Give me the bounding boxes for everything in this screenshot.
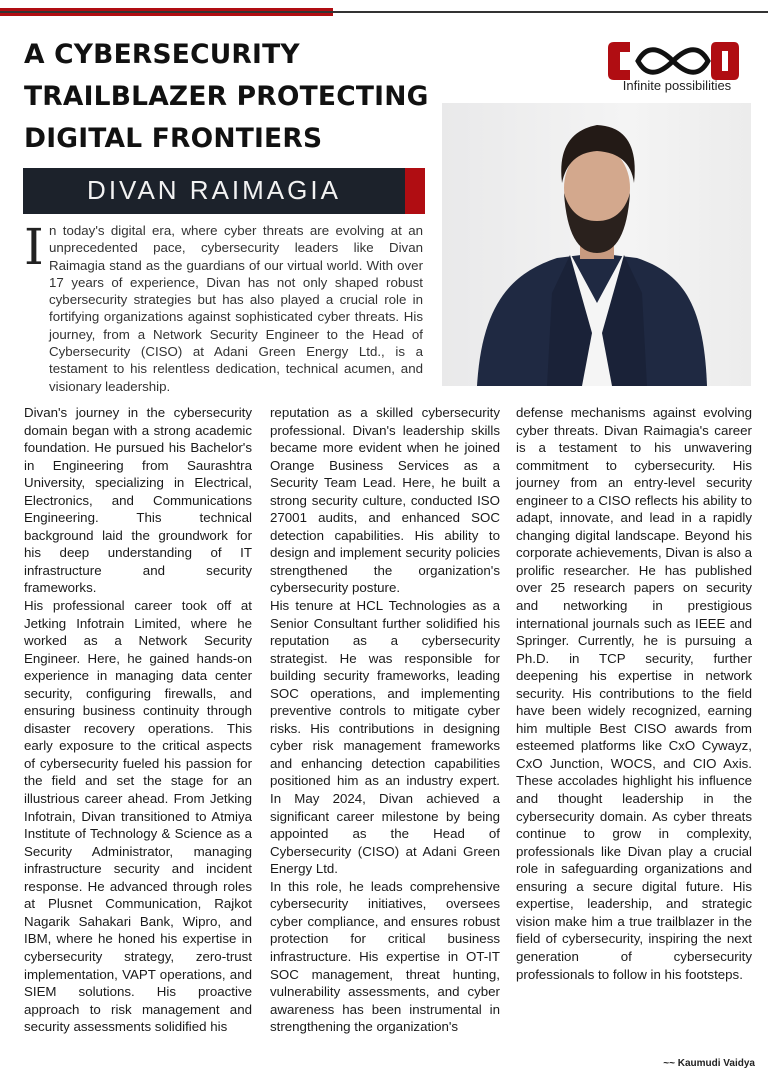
intro-paragraph: n today's digital era, where cyber threats are evolving at an unprecedented pace, cybersecurity leaders like Divan Raimagia stand as the guardians of our virtual world. With over 17 years of experience, Divan has not only shaped robust cybersecurity strategies but has also played a crucial role in fortifying organizations against sophisticated cyber threats. His journey, from a Network Security Engineer to the Head of Cybersecurity (CISO) at Adani Green Energy Ltd., is a testament to his relentless dedication, technical acumen, and visionary leadership. (49, 223, 423, 394)
body-paragraph: defense mechanisms against evolving cyber threats. Divan Raimagia's career is a testament to his unwavering commitment to cybersecurity. His journey from an entry-level security engineer to a CISO reflects his ability to adapt, innovate, and lead in a rapidly changing digital landscape. Beyond his corporate achievements, Divan is also a prolific researcher. He has published over 25 research papers on security and networking in prestigious international journals such as IEEE and Springer. Currently, he is pursuing a Ph.D. in TCP security, further deepening his expertise in network security. His contributions to the field have been widely recognized, earning him multiple Best CISO awards from esteemed platforms like CxO Cywayz, CxO Junction, WOCS, and CIO Axis. These accolades highlight his influence and thought leadership in the cybersecurity domain. As cyber threats continue to grow in complexity, professionals like Divan play a crucial role in safeguarding organizations and ensuring a secure digital future. His expertise, leadership, and strategic vision make him a true trailblazer in the field of cybersecurity, inspiring the next generation of cybersecurity professionals to follow in his footsteps. (516, 405, 752, 982)
drop-cap: I (24, 218, 44, 276)
article-title (24, 34, 444, 160)
author-signature: ~~ Kaumudi Vaidya (663, 1058, 755, 1069)
body-paragraph: reputation as a skilled cybersecurity professional. Divan's leadership skills became more evident when he joined Orange Business Services as a Security Team Lead. Here, he built a strong security culture, conducted ISO 27001 audits, and enhanced SOC detection capabilities. His ability to design and implement security policies strengthened the organization's cybersecurity posture. (270, 405, 500, 596)
body-paragraph: His professional career took off at Jetking Infotrain Limited, where he worked as a Network Security Engineer. Here, he gained hands-on experience in managing data center security, configuring firewalls, and ensuring business continuity through disaster recovery operations. This early exposure to the critical aspects of cybersecurity fueled his passion for the field and set the stage for an illustrious career ahead. From Jetking Infotrain, Divan transitioned to Atmiya Institute of Technology & Science as a Security Administrator, managing infrastructure security and incident response. He advanced through roles at Plusnet Communication, Rajkot Nagarik Sahakari Bank, Wipro, and IBM, where he honed his expertise in cybersecurity strategy, zero-trust implementation, VAPT operations, and SIEM solutions. His proactive approach to risk management and security assessments solidified his (24, 598, 252, 1035)
article-column-3 (516, 404, 752, 983)
name-banner (23, 168, 425, 214)
body-paragraph: In this role, he leads comprehensive cybersecurity initiatives, oversees cyber compliance, and ensures robust protection for critical business infrastructure. His expertise in OT-IT SOC management, threat hunting, vulnerability assessments, and cyber awareness has been instrumental in strengthening the organization's (270, 878, 500, 1035)
title-line: DIGITAL FRONTIERS (24, 123, 323, 154)
portrait-photo (442, 103, 751, 386)
person-name: DIVAN RAIMAGIA (87, 175, 341, 205)
logo-tagline: Infinite possibilities (622, 78, 732, 93)
article-column-2 (270, 404, 500, 1036)
article-column-1 (24, 404, 252, 1036)
body-paragraph: Divan's journey in the cybersecurity domain began with a strong academic foundation. He pursued his Bachelor's in Engineering from Saurashtra University, specializing in Electrical, Electronics, and Communications Engineering. This technical background laid the groundwork for his deep understanding of IT infrastructure and security frameworks. (24, 405, 252, 596)
body-paragraph: His tenure at HCL Technologies as a Senior Consultant further solidified his reputation as a cybersecurity strategist. He was responsible for building security frameworks, leading SOC operations, and implementing preventive controls to mitigate cyber risks. His contributions in designing cyber risk management frameworks and enhancing detection capabilities positioned him as an industry expert. In May 2024, Divan achieved a significant career milestone by being appointed as the Head of Cybersecurity (CISO) at Adani Green Energy Ltd. (270, 598, 500, 877)
title-line: TRAILBLAZER PROTECTING (24, 81, 429, 112)
title-line: A CYBERSECURITY (24, 39, 300, 70)
name-banner-accent (405, 168, 425, 214)
header-rule (0, 11, 768, 13)
